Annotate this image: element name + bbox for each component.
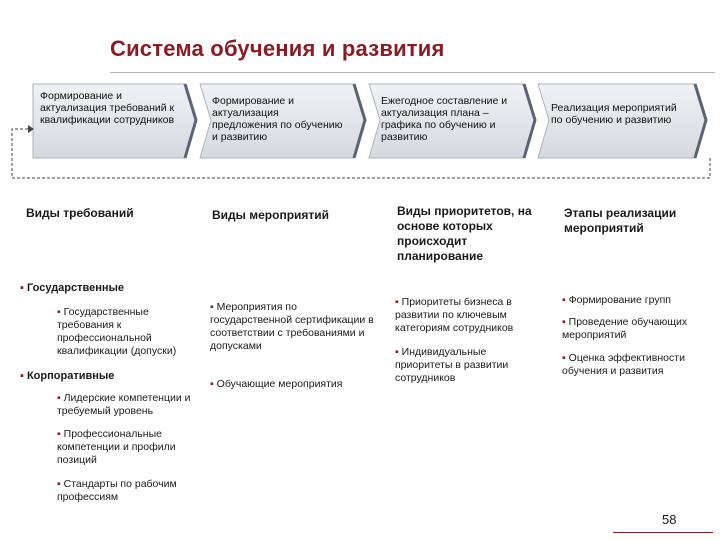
list-item [210,378,375,391]
process-step-4-label: Реализация мероприятий по обучению и развитию [551,102,677,126]
list-item [57,428,202,467]
bullet-icon: ▪ [562,316,566,328]
list-item-text: Формирование групп [568,294,671,306]
bullet-icon: ▪ [562,352,566,364]
column-4-heading: Этапы реализации мероприятий [564,206,677,235]
list-item-text: Оценка эффективности обучения и развития [562,352,685,377]
list-item [562,294,714,307]
group-corporate-label: Корпоративные [26,370,115,382]
column-2-heading: Виды мероприятий [212,208,330,222]
list-item-text: Стандарты по рабочим профессиям [57,478,177,503]
list-item [57,478,202,504]
bullet-icon: ▪ [57,478,61,490]
list-item [562,316,714,342]
list-item-text: Лидерские компетенции и требуемый уровень [57,392,191,417]
list-item [210,301,375,353]
list-item [57,306,202,358]
bullet-icon: ▪ [20,370,24,382]
list-item [395,346,545,385]
bullet-icon: ▪ [562,294,566,306]
list-item [395,296,545,335]
group-corporate [20,370,200,383]
list-item [57,392,202,418]
process-step-2-label: Формирование и актуализация предложения по обучению и развитию [212,95,343,143]
list-item-text: Профессиональные компетенции и профили позиций [57,428,176,466]
bullet-icon: ▪ [57,428,61,440]
list-item [562,352,714,378]
bullet-icon: ▪ [395,346,399,358]
list-item-text: Обучающие мероприятия [216,378,343,390]
list-item-text: Проведение обучающих мероприятий [562,316,688,341]
list-item-text: Государственные требования к профессиональной квалификации (допуски) [57,306,177,357]
bullet-icon: ▪ [57,306,61,318]
bullet-icon: ▪ [20,282,24,294]
list-item-text: Мероприятия по государственной сертификации в соответствии с требованиями и допусками [210,301,374,352]
bullet-icon: ▪ [210,378,214,390]
bullet-icon: ▪ [57,392,61,404]
column-1-heading: Виды требований [26,206,134,220]
page-number: 58 [662,512,677,527]
group-state [20,282,200,295]
process-step-3-label: Ежегодное составление и актуализация плана – графика по обучению и развитию [381,95,508,143]
bullet-icon: ▪ [210,301,214,313]
page-number-underline [613,532,713,533]
page-title: Система обучения и развития [110,36,445,61]
column-3-heading: Виды приоритетов, на основе которых происходит планирование [397,204,532,263]
list-item-text: Индивидуальные приоритеты в развитии сотрудников [395,346,509,384]
list-item-text: Приоритеты бизнеса в развитии по ключевым категориям сотрудников [395,296,514,334]
bullet-icon: ▪ [395,296,399,308]
group-state-label: Государственные [26,282,125,294]
process-step-1-label: Формирование и актуализация требований к квалификации сотрудников [40,90,175,126]
